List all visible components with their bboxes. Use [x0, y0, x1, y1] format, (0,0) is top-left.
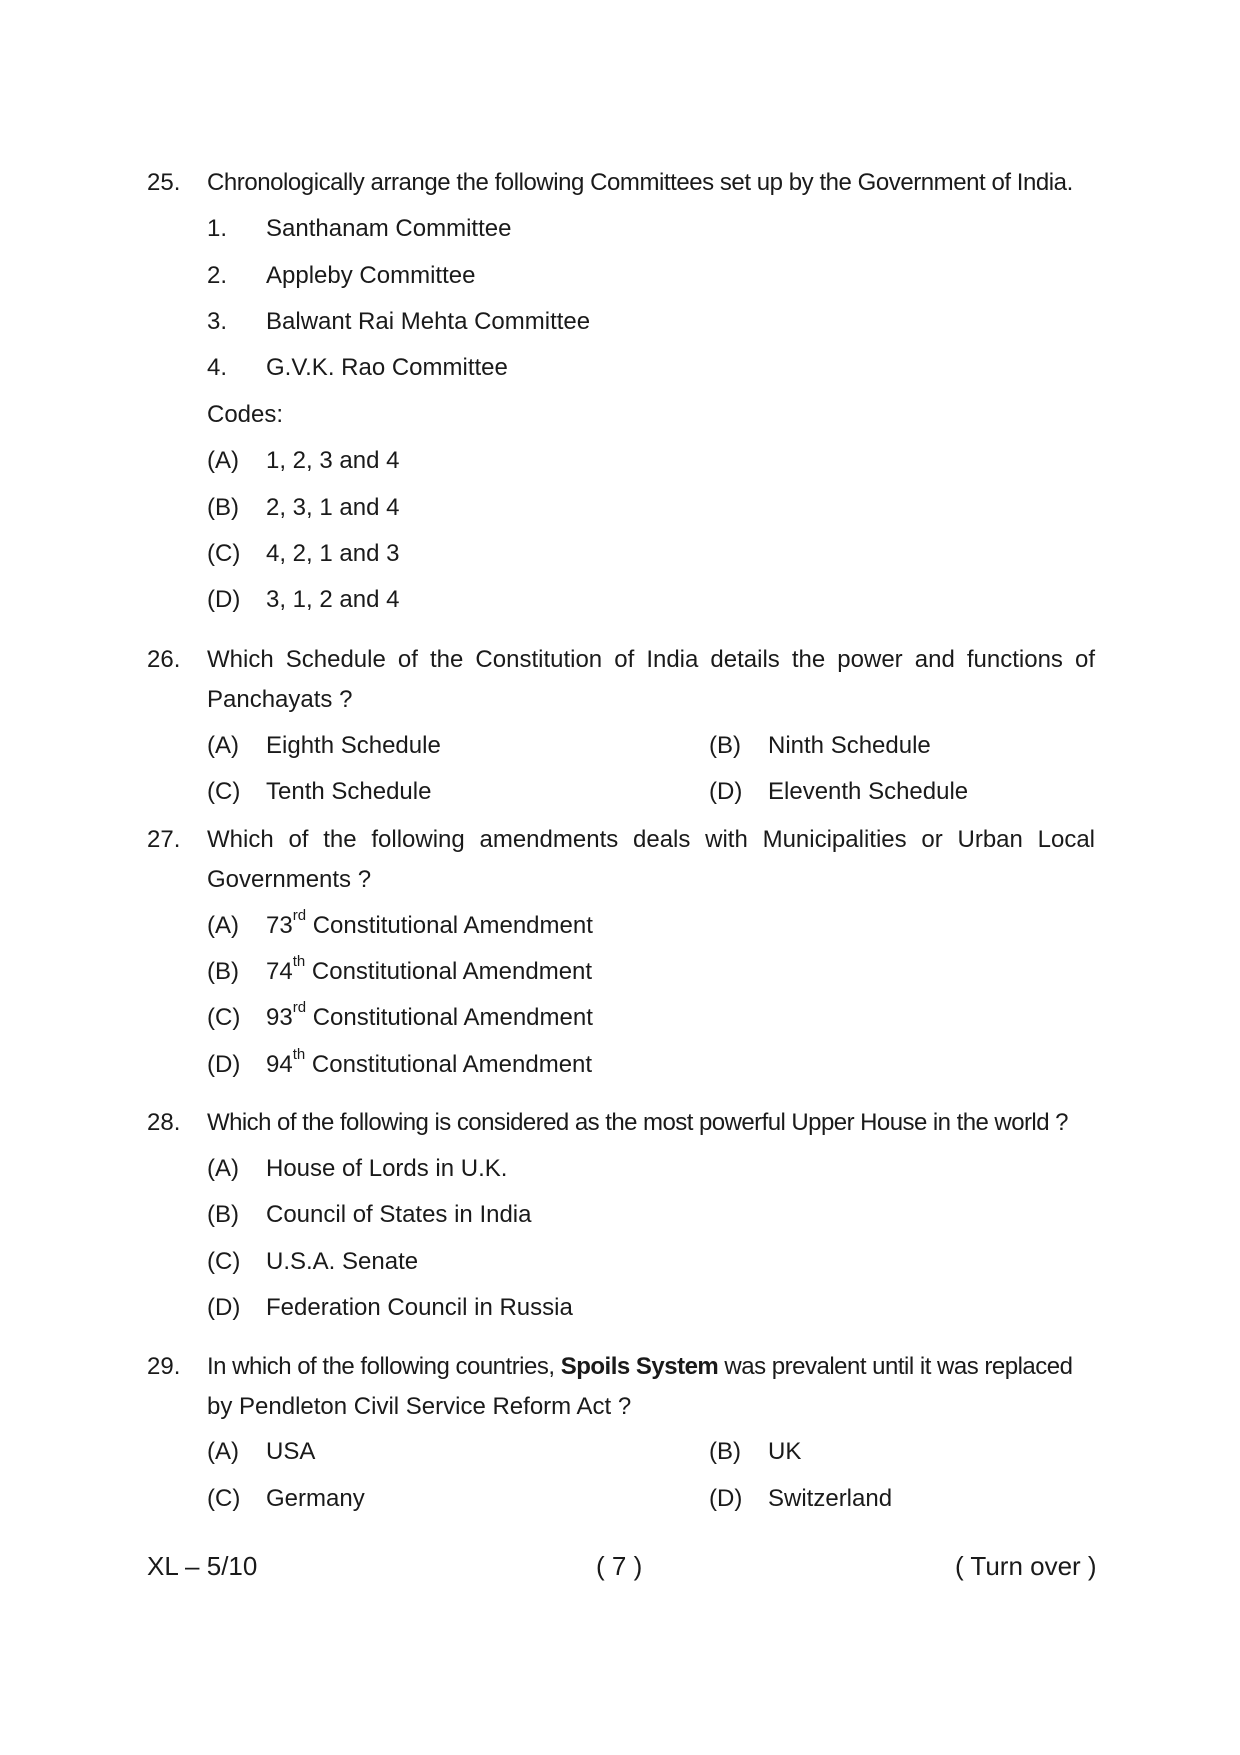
question-text: Governments ?	[207, 866, 372, 893]
list-item-text: Santhanam Committee	[266, 215, 512, 242]
question-text: Panchayats ?	[207, 686, 353, 713]
list-item-text: G.V.K. Rao Committee	[266, 354, 508, 381]
option-label: (A)	[207, 1155, 239, 1182]
option-text: 2, 3, 1 and 4	[266, 494, 400, 521]
option-text	[266, 999, 593, 1033]
option-label: (B)	[709, 732, 741, 759]
option-label: (C)	[207, 1485, 241, 1512]
option-text: 1, 2, 3 and 4	[266, 447, 400, 474]
option-label: (D)	[709, 778, 743, 805]
option-text: Germany	[266, 1485, 365, 1512]
option-text: UK	[768, 1438, 802, 1465]
option-text: Eleventh Schedule	[768, 778, 969, 805]
question-text: Chronologically arrange the following Committees set up by the Government of India.	[207, 169, 1073, 196]
codes-label: Codes:	[207, 401, 284, 428]
option-label: (C)	[207, 778, 241, 805]
amendment-label: Constitutional Amendment	[311, 958, 593, 985]
amendment-label: Constitutional Amendment	[312, 912, 593, 939]
question-text: by Pendleton Civil Service Reform Act ?	[207, 1393, 632, 1420]
option-label: (B)	[709, 1438, 741, 1465]
question-number: 28.	[147, 1109, 181, 1136]
option-text: Switzerland	[768, 1485, 893, 1512]
question-number: 26.	[147, 646, 181, 673]
question-text	[207, 1352, 1095, 1382]
option-text: 4, 2, 1 and 3	[266, 540, 400, 567]
option-text	[266, 907, 593, 941]
amendment-label: Constitutional Amendment	[312, 1004, 593, 1031]
option-label: (D)	[207, 1294, 241, 1321]
option-text: Ninth Schedule	[768, 732, 931, 759]
list-item-number: 1.	[207, 215, 228, 242]
question-text: Which Schedule of the Constitution of India details the power and functions of	[207, 646, 1095, 673]
paper-code: XL – 5/10	[147, 1551, 258, 1581]
option-label: (D)	[709, 1485, 743, 1512]
option-text: Tenth Schedule	[266, 778, 432, 805]
option-label: (A)	[207, 732, 239, 759]
question-text-end: was prevalent until it was replaced	[718, 1353, 1073, 1380]
amendment-number: 94	[266, 1051, 293, 1078]
question-number: 27.	[147, 826, 181, 853]
list-item-text: Balwant Rai Mehta Committee	[266, 308, 591, 335]
option-text: Eighth Schedule	[266, 732, 441, 759]
question-text: Which of the following amendments deals with Municipalities or Urban Local	[207, 826, 1095, 853]
option-text: 3, 1, 2 and 4	[266, 586, 400, 613]
ordinal-suffix: th	[292, 1046, 306, 1063]
amendment-label: Constitutional Amendment	[311, 1051, 593, 1078]
list-item-number: 2.	[207, 262, 228, 289]
option-label: (B)	[207, 494, 239, 521]
question-text-emphasis: Spoils System	[560, 1353, 719, 1380]
option-label: (D)	[207, 1051, 241, 1078]
option-label: (B)	[207, 958, 239, 985]
question-number: 25.	[147, 169, 181, 196]
option-label: (D)	[207, 586, 241, 613]
ordinal-suffix: rd	[292, 999, 307, 1016]
question-text: Which of the following is considered as the most powerful Upper House in the world ?	[207, 1109, 1068, 1136]
amendment-number: 93	[266, 1004, 293, 1031]
turn-over-note: ( Turn over )	[955, 1551, 1097, 1581]
question-number: 29.	[147, 1353, 181, 1380]
question-text-start: In which of the following countries,	[207, 1353, 561, 1380]
ordinal-suffix: rd	[292, 907, 307, 924]
option-label: (C)	[207, 1248, 241, 1275]
option-label: (B)	[207, 1201, 239, 1228]
option-text	[266, 953, 593, 987]
list-item-number: 4.	[207, 354, 228, 381]
option-label: (A)	[207, 1438, 239, 1465]
ordinal-suffix: th	[292, 953, 306, 970]
option-text: Federation Council in Russia	[266, 1294, 573, 1321]
option-text	[266, 1046, 593, 1080]
list-item-text: Appleby Committee	[266, 262, 476, 289]
page-number: ( 7 )	[596, 1551, 643, 1581]
option-label: (C)	[207, 1004, 241, 1031]
option-label: (A)	[207, 447, 239, 474]
list-item-number: 3.	[207, 308, 228, 335]
option-label: (A)	[207, 912, 239, 939]
option-text: U.S.A. Senate	[266, 1248, 419, 1275]
option-label: (C)	[207, 540, 241, 567]
option-text: Council of States in India	[266, 1201, 532, 1228]
option-text: USA	[266, 1438, 316, 1465]
option-text: House of Lords in U.K.	[266, 1155, 508, 1182]
amendment-number: 74	[266, 958, 293, 985]
amendment-number: 73	[266, 912, 293, 939]
